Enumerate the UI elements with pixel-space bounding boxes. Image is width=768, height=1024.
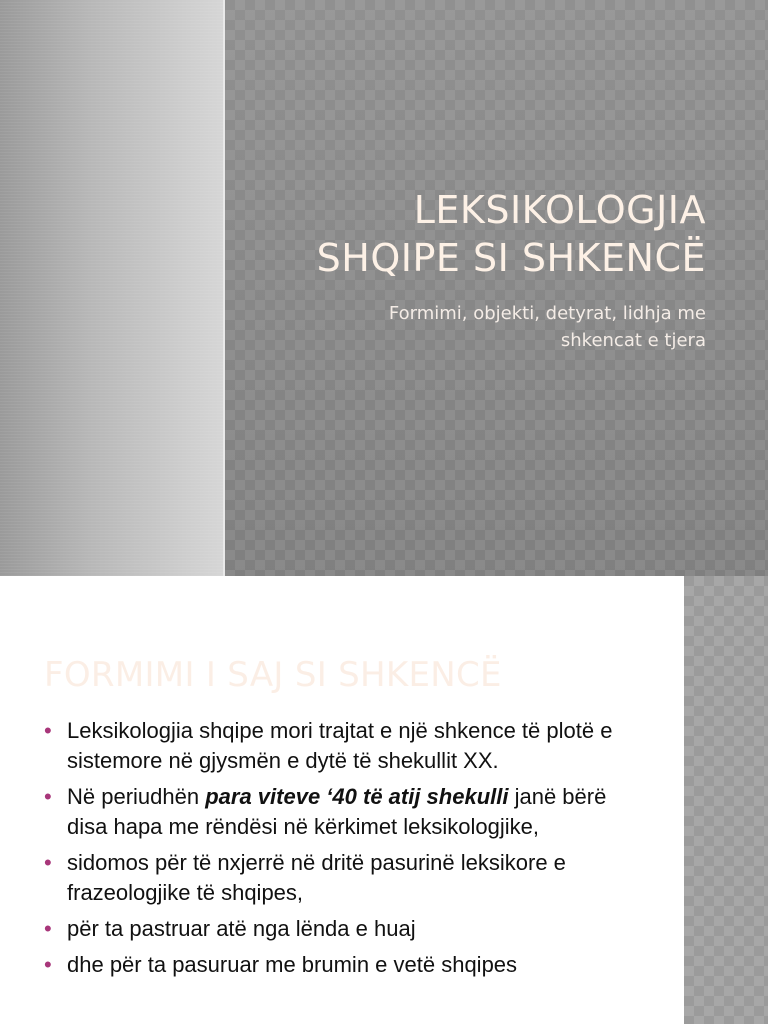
bullet-list — [44, 716, 644, 986]
slide-subtitle — [266, 300, 706, 354]
bullet-text: dhe për ta pasuruar me brumin e vetë shqipes — [67, 952, 518, 977]
bullet-icon: • — [44, 916, 52, 941]
bullet-icon: • — [44, 850, 52, 875]
content-slide — [0, 576, 768, 1024]
slide-title — [266, 186, 706, 282]
list-item — [44, 914, 644, 944]
bullet-emphasis-text: para viteve ‘40 të atij shekulli — [205, 784, 509, 809]
bullet-icon: • — [44, 718, 52, 743]
bullet-text: sidomos për të nxjerrë në dritë pasurinë leksikore e frazeologjike të shqipes, — [67, 850, 566, 905]
slide-title-line-1: LEKSIKOLOGJIA — [413, 188, 706, 232]
bullet-text: për ta pastruar atë nga lënda e huaj — [67, 916, 416, 941]
right-pattern-panel — [225, 0, 768, 576]
left-gradient-panel — [0, 0, 223, 576]
bullet-text: janë bërë disa hapa me rëndësi në kërkimet leksikologjike, — [67, 784, 607, 839]
list-item — [44, 848, 644, 908]
bullet-text: Në periudhën — [67, 784, 206, 809]
slide-subtitle-line-2: shkencat e tjera — [560, 330, 706, 351]
slide-title-line-2: SHQIPE SI SHKENCË — [316, 236, 706, 280]
bullet-icon: • — [44, 952, 52, 977]
list-item — [44, 716, 644, 776]
right-pattern-strip — [684, 576, 768, 1024]
bullet-text: Leksikologjia shqipe mori trajtat e një shkence të plotë e sistemore në gjysmën e dytë të shekullit XX. — [67, 718, 613, 773]
section-heading: FORMIMI I SAJ SI SHKENCË — [44, 655, 502, 695]
slide-subtitle-line-1: Formimi, objekti, detyrat, lidhja me — [388, 303, 706, 324]
bullet-icon: • — [44, 784, 52, 809]
list-item — [44, 782, 644, 842]
list-item — [44, 950, 644, 980]
